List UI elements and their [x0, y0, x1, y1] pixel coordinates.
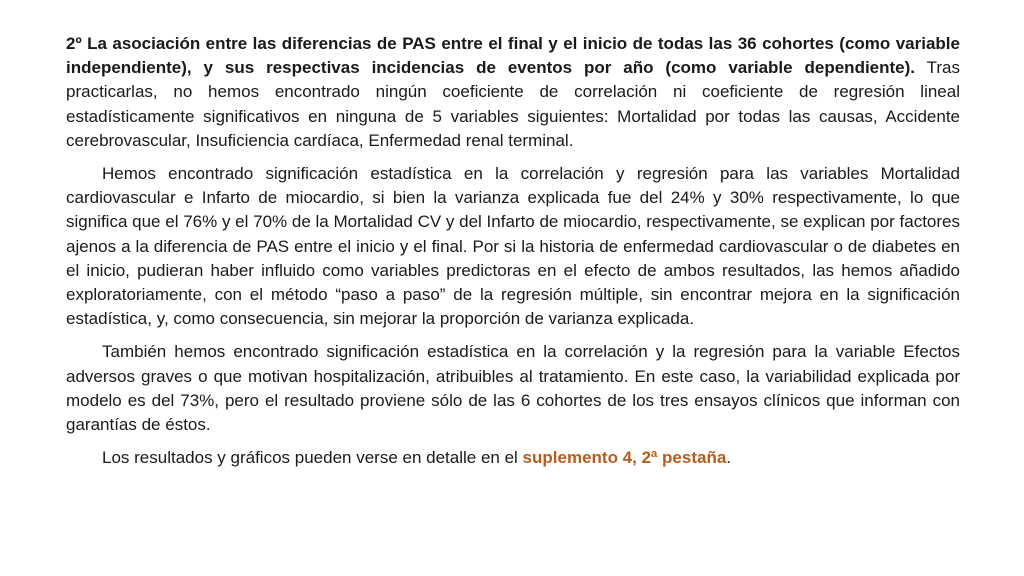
paragraph-3: También hemos encontrado significación estadística en la correlación y la regresión para la variable Efectos adversos graves o que motivan hospitalización, atribuibles al tratamiento. En este caso, la variabilidad explicada por modelo es del 73%, pero el resultado proviene sólo de las 6 cohortes de los tres ensayos clínicos que informan con garantías de éstos.	[66, 342, 960, 435]
paragraph-1-heading: 2º La asociación entre las diferencias de PAS entre el final y el inicio de todas las 36 cohortes (como variable independiente), y sus respectivas incidencias de eventos por año (como variable dependiente).	[66, 34, 960, 78]
paragraph-4-text: Los resultados y gráficos pueden verse en detalle en el	[102, 448, 523, 468]
paragraph-4	[66, 446, 960, 470]
paragraph-1-text: Tras practicarlas, no hemos encontrado ningún coeficiente de correlación ni coeficiente de regresión lineal estadísticamente significativos en ninguna de 5 variables siguientes: Mortalidad por todas las causas, Accidente cerebrovascular, Insuficiencia cardíaca, Enfermedad renal terminal.	[66, 58, 960, 150]
paragraph-4-end: .	[726, 448, 732, 468]
paragraph-1	[66, 32, 960, 153]
paragraph-2: Hemos encontrado significación estadística en la correlación y regresión para las variables Mortalidad cardiovascular e Infarto de miocardio, si bien la varianza explicada fue del 24% y 30% respectivamente, lo que significa que el 76% y el 70% de la Mortalidad CV y del Infarto de miocardio, respectivamente, se explican por factores ajenos a la diferencia de PAS entre el inicio y el final. Por si la historia de enfermedad cardiovascular o de diabetes en el inicio, pudieran haber influido como variables predictoras en el efecto de ambos resultados, las hemos añadido exploratoriamente, con el método “paso a paso” de la regresión múltiple, sin encontrar mejora en la significación estadística, y, como consecuencia, sin mejorar la proporción de varianza explicada.	[66, 164, 960, 329]
supplement-link[interactable]: suplemento 4, 2ª pestaña	[522, 448, 727, 468]
